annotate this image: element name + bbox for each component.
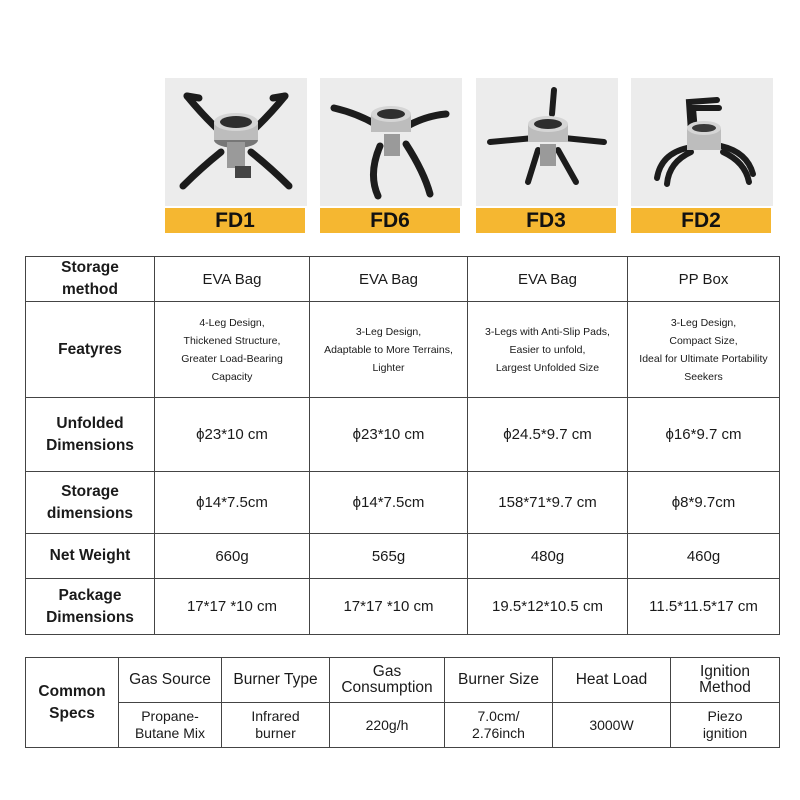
spec-value-cell: 480g	[468, 534, 628, 579]
common-spec-header	[553, 658, 671, 703]
common-spec-value-line: Propane-	[141, 708, 199, 724]
spec-value-cell: 158*71*9.7 cm	[468, 472, 628, 534]
common-spec-value	[445, 703, 553, 748]
spec-value-cell: 565g	[310, 534, 468, 579]
common-spec-header-line: Consumption	[341, 679, 433, 696]
common-spec-value-line: Butane Mix	[134, 725, 206, 741]
product-card-fd6	[320, 78, 462, 233]
common-spec-value-line: ignition	[702, 725, 748, 741]
common-spec-header	[445, 658, 553, 703]
common-spec-header	[671, 658, 780, 703]
spec-row-label	[26, 398, 155, 472]
common-spec-header-line: Method	[699, 679, 751, 696]
product-label-fd3: FD3	[476, 208, 616, 233]
spec-comparison-table	[25, 256, 780, 635]
common-spec-value-line: 2.76inch	[472, 725, 525, 741]
common-spec-header	[330, 658, 445, 703]
spec-value-cell: ϕ23*10 cm	[155, 398, 310, 472]
product-label-fd1: FD1	[165, 208, 305, 233]
spec-row-label	[26, 472, 155, 534]
spec-row-label-line: Net Weight	[49, 547, 131, 564]
common-spec-header-line: Burner Type	[233, 671, 318, 688]
common-spec-value	[222, 703, 330, 748]
common-spec-value-line: 7.0cm/	[477, 708, 520, 724]
spec-row	[26, 579, 780, 635]
spec-value-cell: 19.5*12*10.5 cm	[468, 579, 628, 635]
feature-line: Lighter	[372, 361, 405, 374]
spec-value-cell: ϕ8*9.7cm	[628, 472, 780, 534]
common-specs-table	[25, 657, 780, 748]
spec-row-label-line: Storage	[61, 482, 119, 500]
feature-line: Easier to unfold,	[509, 343, 586, 356]
spec-value-cell: 11.5*11.5*17 cm	[628, 579, 780, 635]
common-spec-value-line: Piezo	[707, 708, 743, 724]
stove-photo-fd1	[165, 78, 307, 206]
common-specs-title	[26, 658, 119, 748]
feature-line: Compact Size,	[669, 334, 738, 347]
spec-row-label-line: dimensions	[46, 504, 134, 522]
product-strip	[165, 78, 770, 233]
feature-line: Seekers	[684, 370, 723, 383]
common-spec-header-line: Heat Load	[575, 671, 648, 688]
spec-row	[26, 472, 780, 534]
spec-value-cell: EVA Bag	[468, 257, 628, 302]
common-value-row	[26, 703, 780, 748]
common-spec-value-line: 3000W	[589, 716, 634, 733]
feature-line: Thickened Structure,	[183, 334, 281, 347]
spec-value-cell: EVA Bag	[310, 257, 468, 302]
stove-photo-fd6	[320, 78, 462, 206]
common-spec-header-line: Burner Size	[458, 671, 539, 688]
spec-row-label	[26, 579, 155, 635]
spec-value-cell: ϕ24.5*9.7 cm	[468, 398, 628, 472]
common-specs-title-line: Specs	[49, 704, 95, 722]
spec-row-label-line: Featyres	[58, 340, 122, 358]
stove-photo-fd3	[476, 78, 618, 206]
common-spec-value-line: 220g/h	[365, 716, 409, 733]
spec-row-label-line: method	[62, 281, 118, 298]
spec-value-cell: 660g	[155, 534, 310, 579]
feature-line: 4-Leg Design,	[199, 316, 265, 329]
feature-line: 3-Leg Design,	[355, 325, 422, 338]
common-spec-header	[119, 658, 222, 703]
spec-row-label-line: Unfolded	[56, 414, 124, 432]
common-spec-header	[222, 658, 330, 703]
product-card-fd1	[165, 78, 307, 233]
spec-value-cell: ϕ14*7.5cm	[310, 472, 468, 534]
common-spec-value-line: burner	[255, 725, 296, 741]
spec-row-label-line: Dimensions	[46, 608, 134, 626]
spec-row-label	[26, 257, 155, 302]
spec-row	[26, 398, 780, 472]
spec-row-label-line: Storage	[61, 259, 119, 276]
feature-line: Ideal for Ultimate Portability	[639, 352, 768, 365]
common-spec-value	[671, 703, 780, 748]
spec-value-cell: ϕ14*7.5cm	[155, 472, 310, 534]
common-header-row	[26, 658, 780, 703]
spec-row-label	[26, 302, 155, 398]
common-spec-value	[553, 703, 671, 748]
common-spec-header-line: Gas	[372, 663, 402, 680]
feature-cell	[628, 302, 780, 398]
feature-line: Largest Unfolded Size	[495, 361, 600, 374]
feature-line: Greater Load-Bearing	[181, 352, 283, 365]
product-label-fd2: FD2	[631, 208, 771, 233]
product-label-fd6: FD6	[320, 208, 460, 233]
spec-row	[26, 257, 780, 302]
common-spec-value-line: Infrared	[251, 708, 300, 724]
common-spec-value	[330, 703, 445, 748]
feature-cell	[468, 302, 628, 398]
feature-line: Capacity	[211, 370, 253, 383]
feature-cell	[155, 302, 310, 398]
common-spec-header-line: Gas Source	[129, 671, 211, 688]
feature-cell	[310, 302, 468, 398]
spec-value-cell: ϕ23*10 cm	[310, 398, 468, 472]
stove-photo-fd2	[631, 78, 773, 206]
feature-line: 3-Legs with Anti-Slip Pads,	[485, 325, 610, 338]
spec-row	[26, 534, 780, 579]
product-card-fd3	[476, 78, 618, 233]
spec-value-cell: ϕ16*9.7 cm	[628, 398, 780, 472]
spec-value-cell: EVA Bag	[155, 257, 310, 302]
spec-value-cell: 17*17 *10 cm	[155, 579, 310, 635]
common-spec-header-line: Ignition	[700, 663, 750, 680]
spec-row	[26, 302, 780, 398]
spec-row-label	[26, 534, 155, 579]
spec-row-label-line: Package	[58, 586, 122, 604]
common-specs-title-line: Common	[38, 682, 106, 700]
feature-line: Adaptable to More Terrains,	[324, 343, 453, 356]
spec-value-cell: 17*17 *10 cm	[310, 579, 468, 635]
product-card-fd2	[631, 78, 773, 233]
spec-row-label-line: Dimensions	[46, 436, 134, 454]
spec-value-cell: 460g	[628, 534, 780, 579]
feature-line: 3-Leg Design,	[670, 316, 737, 329]
spec-value-cell: PP Box	[628, 257, 780, 302]
common-spec-value	[119, 703, 222, 748]
